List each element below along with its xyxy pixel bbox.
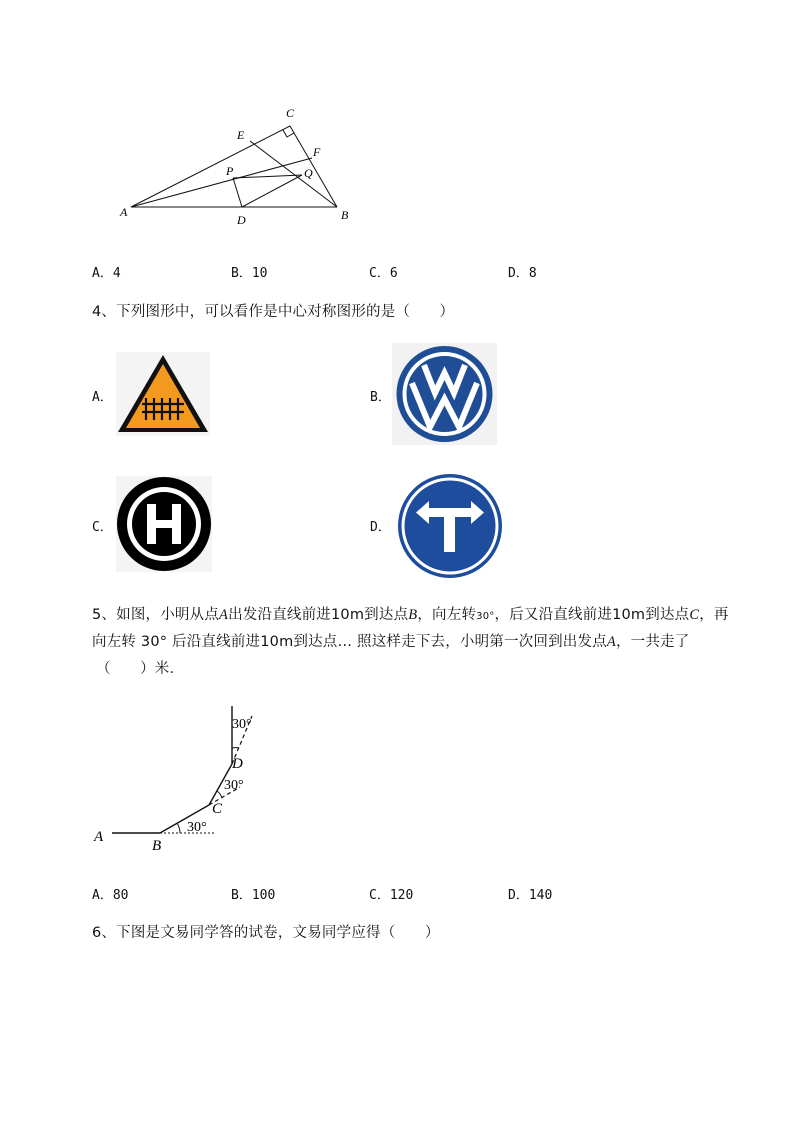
q5-point-c: C <box>689 607 700 623</box>
q4-option-c-letter[interactable]: C． <box>92 520 113 535</box>
q5-point-a: A <box>219 607 229 623</box>
q5-option-c-value: 120 <box>389 888 414 903</box>
q5-option-a[interactable] <box>92 884 128 903</box>
q3-label-E: E <box>237 128 245 142</box>
q3-option-c-letter: C． <box>369 266 390 281</box>
q3-label-C: C <box>286 106 295 120</box>
q5-option-b-value: 100 <box>251 888 276 903</box>
q3-option-b-letter: B． <box>231 266 252 281</box>
q3-option-d-value: 8 <box>528 266 537 281</box>
q3-triangle-figure <box>110 100 370 230</box>
q5-point-b: B <box>408 607 418 623</box>
q3-label-A: A <box>120 205 128 219</box>
q3-option-d-letter: D． <box>508 266 529 281</box>
q5-option-d-value: 140 <box>528 888 553 903</box>
q5-angle-bottom: 30° <box>187 820 207 835</box>
q5-option-b-letter: B． <box>231 888 252 903</box>
q5-angle-top: 30° <box>232 717 252 732</box>
q5-label-C: C <box>212 801 223 817</box>
q3-label-P: P <box>226 164 234 178</box>
q5-line-3: （ ）米． <box>96 661 185 677</box>
q5-label-D: D <box>232 756 243 772</box>
q5-option-a-value: 80 <box>112 888 129 903</box>
q5-point-a-2: A <box>606 634 616 650</box>
q5-angle-small: 30° <box>476 611 495 622</box>
q3-option-b-value: 10 <box>251 266 268 281</box>
q3-label-B: B <box>341 208 349 222</box>
q5-line2-part-a: 向左转 30° 后沿直线前进10m到达点… 照这样走下去，小明第一次回到出发点 <box>92 634 607 650</box>
q5-line1-part-d: ，后又沿直线前进10m到达点 <box>494 607 690 623</box>
q5-option-d-letter: D． <box>508 888 529 903</box>
q3-label-D: D <box>237 213 246 227</box>
q5-line1-part-c: ，向左转 <box>417 607 477 623</box>
q6-stem: 6、下图是文易同学答的试卷，文易同学应得（ ） <box>92 925 440 941</box>
helipad-h-icon[interactable] <box>116 476 212 572</box>
q4-option-d-letter[interactable]: D． <box>370 520 391 535</box>
q5-option-c-letter: C． <box>369 888 390 903</box>
q5-line1-part-a: 5、如图，小明从点 <box>92 607 220 623</box>
q5-label-B: B <box>152 838 162 854</box>
straight-or-turn-arrow-icon[interactable] <box>396 472 504 580</box>
q3-option-c[interactable] <box>369 262 398 281</box>
q3-option-b[interactable] <box>231 262 267 281</box>
q5-options <box>92 884 692 902</box>
q5-line-2 <box>92 629 689 655</box>
q4-option-a-letter[interactable]: A． <box>92 390 113 405</box>
q5-label-A: A <box>94 829 104 845</box>
q3-option-a[interactable] <box>92 262 121 281</box>
q5-option-c[interactable] <box>369 884 413 903</box>
q5-angle-mid: 30° <box>224 778 244 793</box>
railway-crossing-warning-icon[interactable] <box>116 352 210 436</box>
q5-line-1 <box>92 602 729 630</box>
q5-line1-part-b: 出发沿直线前进10m到达点 <box>228 607 409 623</box>
q5-option-a-letter: A． <box>92 888 113 903</box>
q3-option-a-value: 4 <box>112 266 121 281</box>
q5-option-b[interactable] <box>231 884 275 903</box>
q5-option-d[interactable] <box>508 884 552 903</box>
q5-line1-part-e: ，再 <box>699 607 729 623</box>
q5-line2-part-b: ，一共走了 <box>615 634 690 650</box>
q4-stem: 4、下列图形中，可以看作是中心对称图形的是（ ） <box>92 304 455 320</box>
q3-option-d[interactable] <box>508 262 537 281</box>
q3-label-F: F <box>313 145 321 159</box>
q4-option-b-letter[interactable]: B． <box>370 390 391 405</box>
q3-option-a-letter: A． <box>92 266 113 281</box>
q5-path-figure <box>90 700 270 860</box>
q3-option-c-value: 6 <box>389 266 398 281</box>
vw-logo-icon[interactable] <box>392 343 497 445</box>
q3-label-Q: Q <box>304 166 313 180</box>
q3-options <box>92 262 692 280</box>
